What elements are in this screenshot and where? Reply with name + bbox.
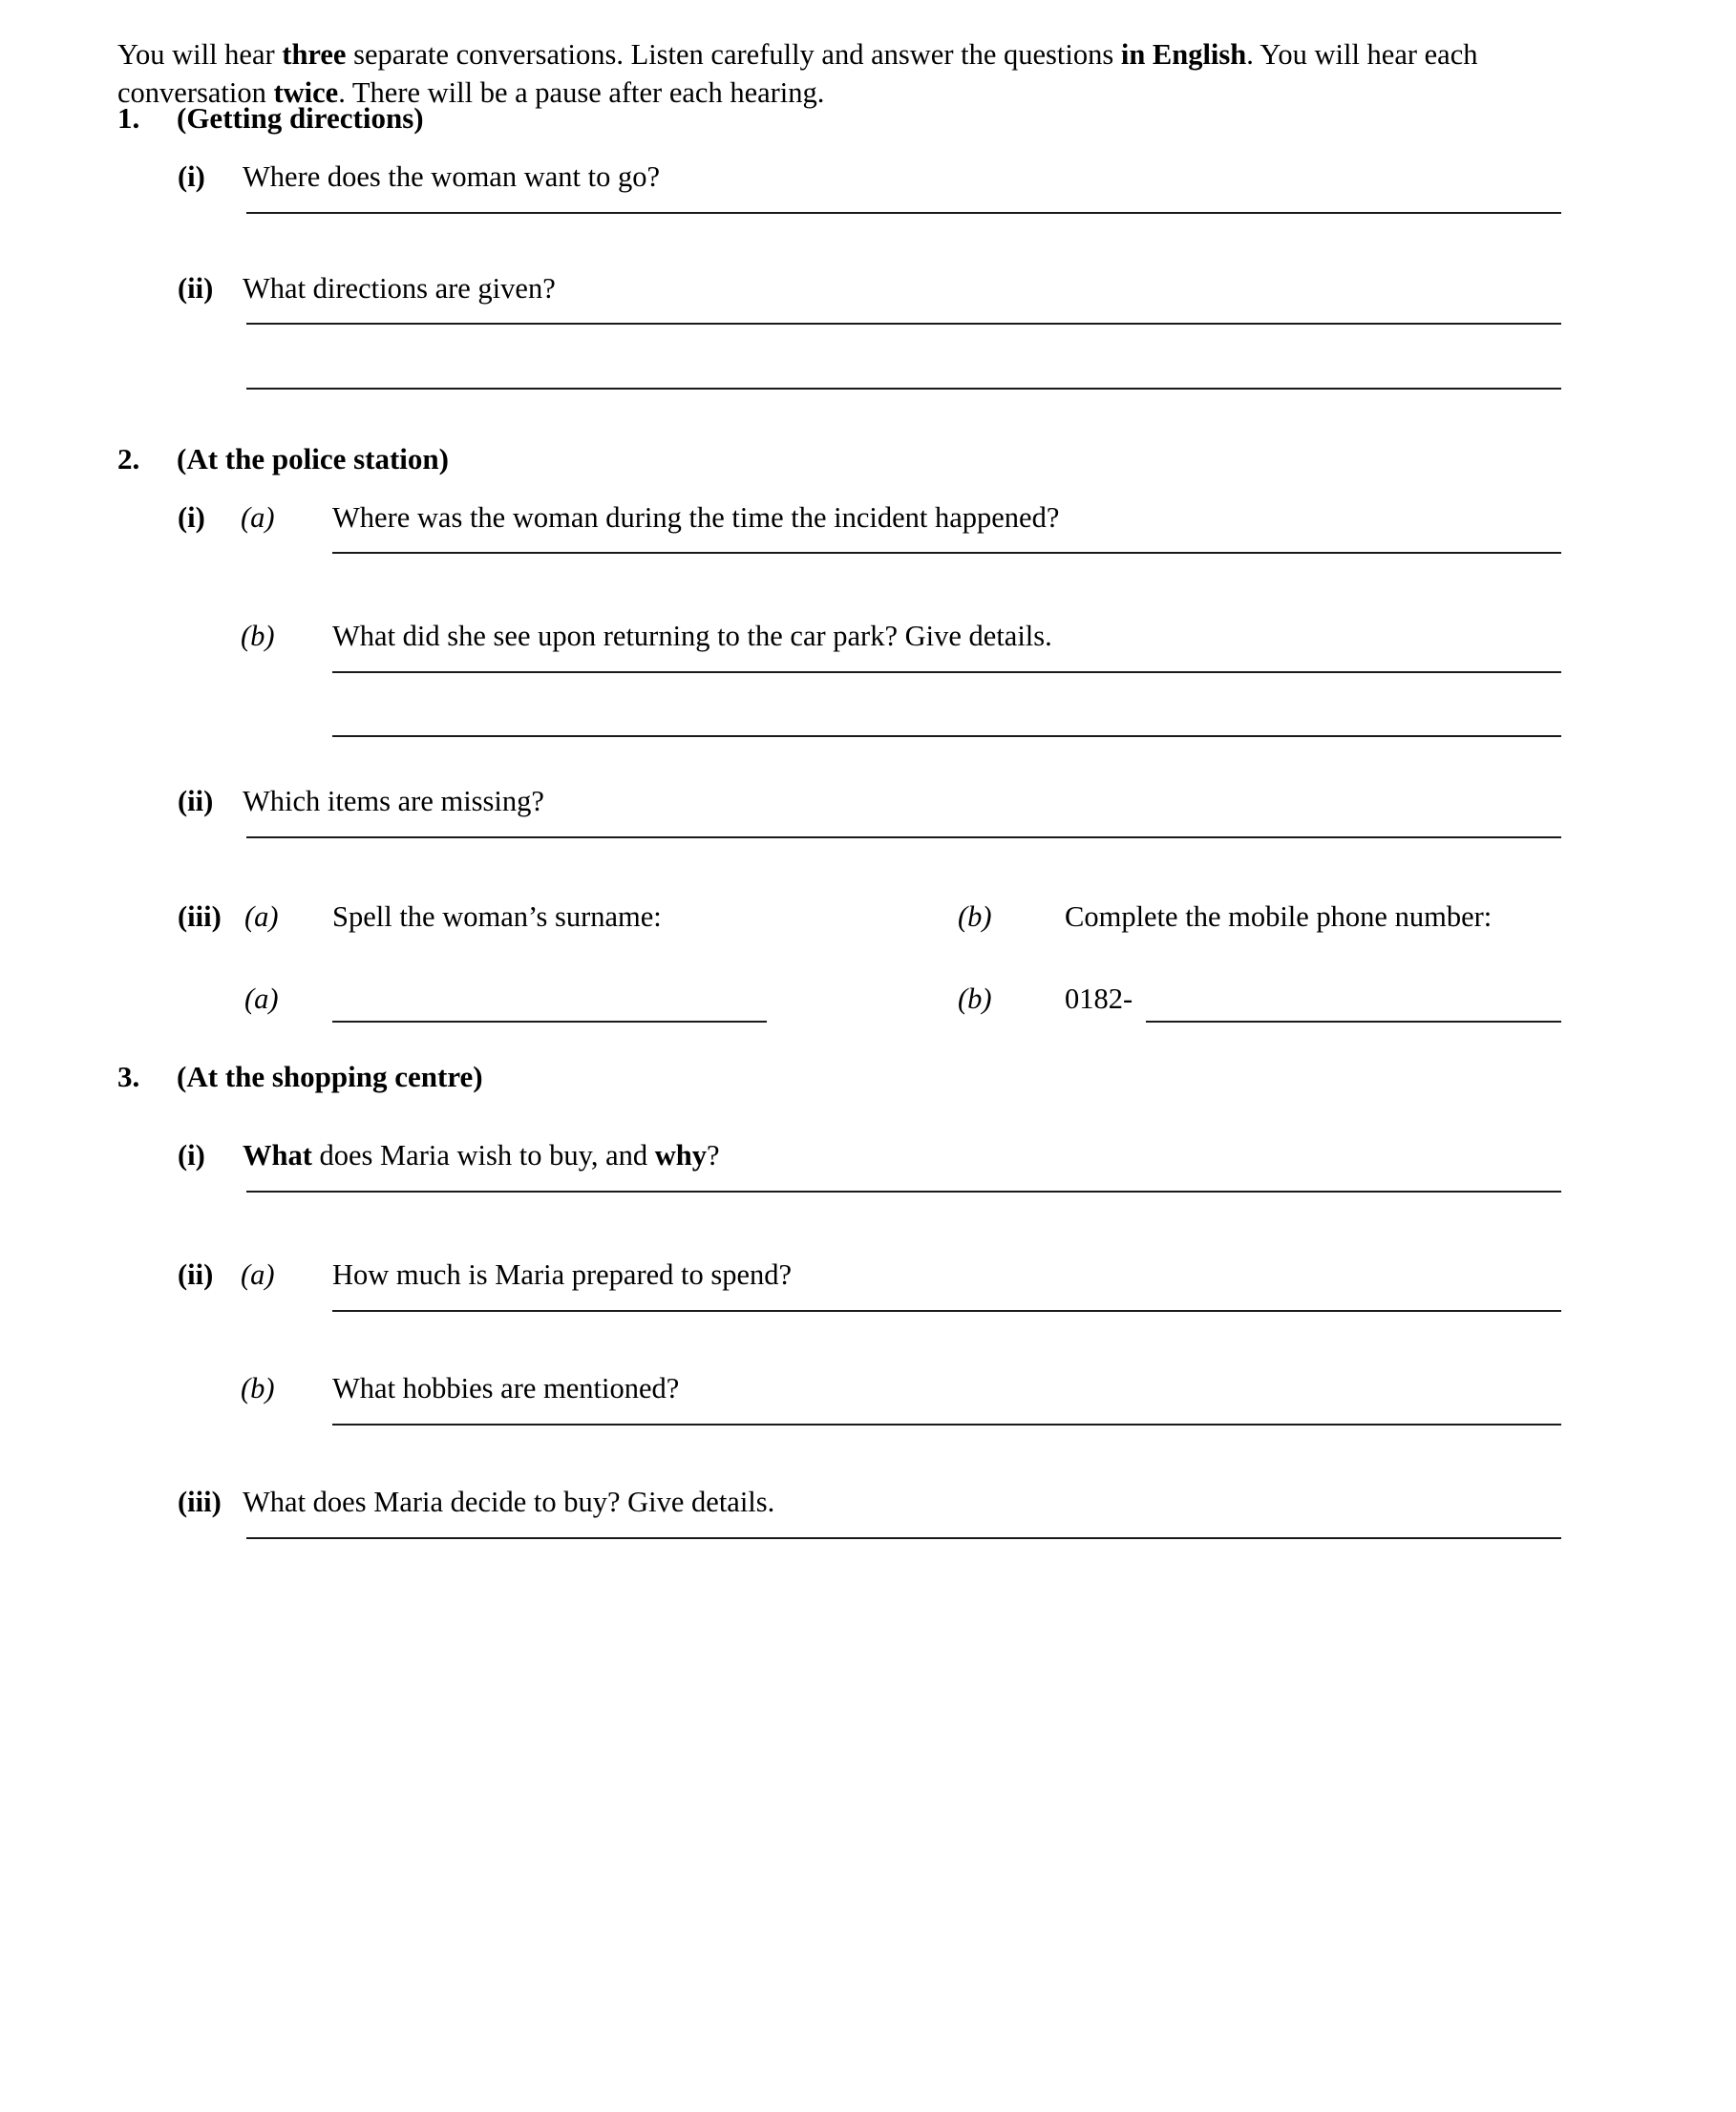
question-1-i-roman: (i) <box>178 160 205 193</box>
question-3-i-mid: does Maria wish to buy, and <box>311 1139 655 1172</box>
question-2-i-a-letter: (a) <box>241 501 275 534</box>
question-1-i-text: Where does the woman want to go? <box>243 160 661 193</box>
question-3-ii-b-text: What hobbies are mentioned? <box>332 1372 680 1404</box>
section-title-1: (Getting directions) <box>177 101 424 135</box>
question-3-ii-a-text: How much is Maria prepared to spend? <box>332 1258 793 1291</box>
phone-prefix: 0182- <box>1065 982 1133 1015</box>
question-2-iii-b-text: Complete the mobile phone number: <box>1065 900 1493 933</box>
answer-2-iii-b-letter: (b) <box>958 982 992 1015</box>
answer-line-2-i-b-2[interactable] <box>332 735 1561 737</box>
answer-line-3-ii-a-1[interactable] <box>332 1310 1561 1312</box>
question-3-i-text <box>243 1139 720 1172</box>
answer-line-3-iii-1[interactable] <box>246 1537 1561 1539</box>
question-3-i-roman: (i) <box>178 1139 205 1172</box>
section-title-3: (At the shopping centre) <box>177 1060 483 1093</box>
question-3-iii-text: What does Maria decide to buy? Give details. <box>243 1486 775 1518</box>
question-3-ii-b-letter: (b) <box>241 1372 275 1404</box>
question-3-ii-a-letter: (a) <box>241 1258 275 1291</box>
instructions-text-4: . There will be a pause after each hearing. <box>338 76 825 110</box>
instructions-bold-twice: twice <box>273 76 339 110</box>
question-3-i-post: ? <box>707 1139 720 1172</box>
question-3-ii-roman: (ii) <box>178 1258 214 1291</box>
instructions-text-3: . You will hear each conversation <box>117 37 1478 110</box>
instructions-bold-in-english: in English <box>1120 37 1247 71</box>
answer-line-2-iii-a[interactable] <box>332 1021 767 1023</box>
section-number-1: 1. <box>117 101 140 135</box>
answer-line-1-i-1[interactable] <box>246 212 1561 214</box>
answer-2-iii-a-letter: (a) <box>244 982 279 1015</box>
question-2-iii-roman: (iii) <box>178 900 222 933</box>
answer-line-3-i-1[interactable] <box>246 1191 1561 1193</box>
answer-line-2-iii-b-phone[interactable] <box>1146 1021 1561 1023</box>
section-number-2: 2. <box>117 442 140 475</box>
answer-line-2-i-a-1[interactable] <box>332 552 1561 554</box>
question-2-iii-b-letter: (b) <box>958 900 992 933</box>
question-2-iii-a-text: Spell the woman’s surname: <box>332 900 662 933</box>
answer-line-1-ii-1[interactable] <box>246 323 1561 325</box>
question-2-ii-text: Which items are missing? <box>243 785 544 817</box>
answer-line-2-i-b-1[interactable] <box>332 671 1561 673</box>
section-title-2: (At the police station) <box>177 442 449 475</box>
instructions-text-1: You will hear <box>117 37 283 71</box>
question-1-ii-roman: (ii) <box>178 272 214 305</box>
answer-line-2-ii-1[interactable] <box>246 836 1561 838</box>
question-2-i-b-text: What did she see upon returning to the car park? Give details. <box>332 620 1052 652</box>
instructions-bold-three: three <box>282 37 347 71</box>
instructions-text-2: separate conversations. Listen carefully and answer the questions <box>346 37 1121 71</box>
question-2-i-roman: (i) <box>178 501 205 534</box>
question-2-ii-roman: (ii) <box>178 785 214 817</box>
answer-line-3-ii-b-1[interactable] <box>332 1424 1561 1426</box>
question-1-ii-text: What directions are given? <box>243 272 556 305</box>
question-2-iii-a-letter: (a) <box>244 900 279 933</box>
question-3-i-bold-what: What <box>243 1139 312 1172</box>
answer-line-1-ii-2[interactable] <box>246 388 1561 390</box>
question-2-i-b-letter: (b) <box>241 620 275 652</box>
question-3-iii-roman: (iii) <box>178 1486 222 1518</box>
question-3-i-bold-why: why <box>654 1139 708 1172</box>
section-number-3: 3. <box>117 1060 140 1093</box>
question-2-i-a-text: Where was the woman during the time the incident happened? <box>332 501 1060 534</box>
